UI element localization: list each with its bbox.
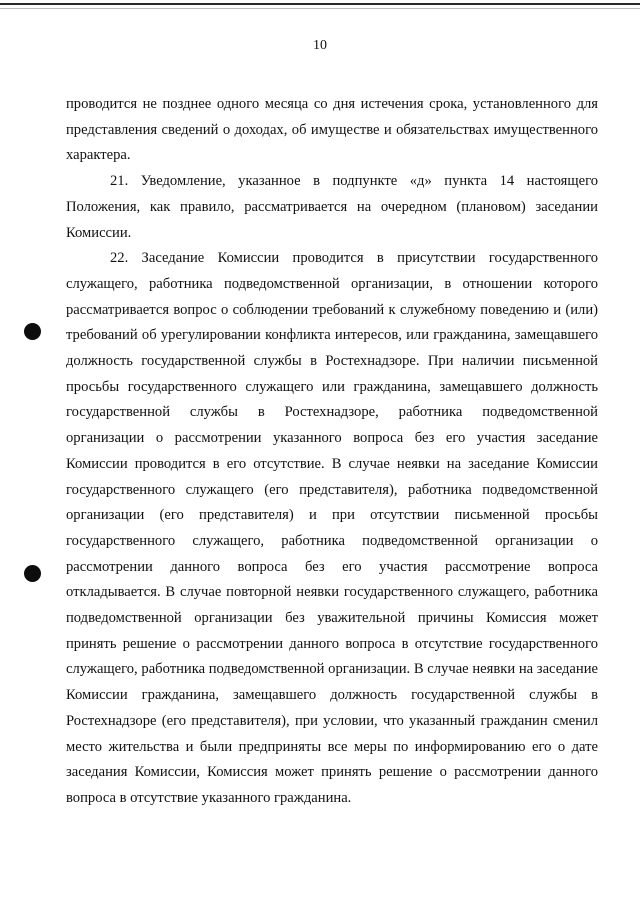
scan-top-edge-shadow bbox=[0, 8, 640, 9]
scan-top-edge bbox=[0, 3, 640, 5]
document-body bbox=[66, 92, 598, 812]
punch-hole-mark bbox=[24, 565, 41, 582]
paragraph-22: 22. Заседание Комиссии проводится в присутствии государственного служащего, работника подведомственной организации, в отношении которого рассматривается вопрос о соблюдении требований к служебному поведению и (или) требований об урегулировании конфликта интересов, или гражданина, замещавшего должность государственной службы в Ростехнадзоре. При наличии письменной просьбы государственного служащего или гражданина, замещавшего должность государственной службы в Ростехнадзоре, работника подведомственной организации о рассмотрении указанного вопроса без его участия заседание Комиссии проводится в его отсутствие. В случае неявки на заседание Комиссии государственного служащего (его представителя), работника подведомственной организации (его представителя) и при отсутствии письменной просьбы государственного служащего, работника подведомственной организации о рассмотрении данного вопроса без его участия рассмотрение вопроса откладывается. В случае повторной неявки государственного служащего, работника подведомственной организации без уважительной причины Комиссия может принять решение о рассмотрении данного вопроса в отсутствие государственного служащего, работника подведомственной организации. В случае неявки на заседание Комиссии гражданина, замещавшего должность государственной службы в Ростехнадзоре (его представителя), при условии, что указанный гражданин сменил место жительства и были предприняты все меры по информированию его о дате заседания Комиссии, Комиссия может принять решение о рассмотрении данного вопроса в отсутствие указанного гражданина. bbox=[66, 250, 598, 806]
paragraph-continuation: проводится не позднее одного месяца со дня истечения срока, установленного для представления сведений о доходах, об имуществе и обязательствах имущественного характера. bbox=[66, 96, 598, 164]
page-number: 10 bbox=[313, 38, 327, 53]
paragraph-21: 21. Уведомление, указанное в подпункте «д» пункта 14 настоящего Положения, как правило, рассматривается на очередном (плановом) заседании Комиссии. bbox=[66, 173, 598, 241]
punch-hole-mark bbox=[24, 323, 41, 340]
